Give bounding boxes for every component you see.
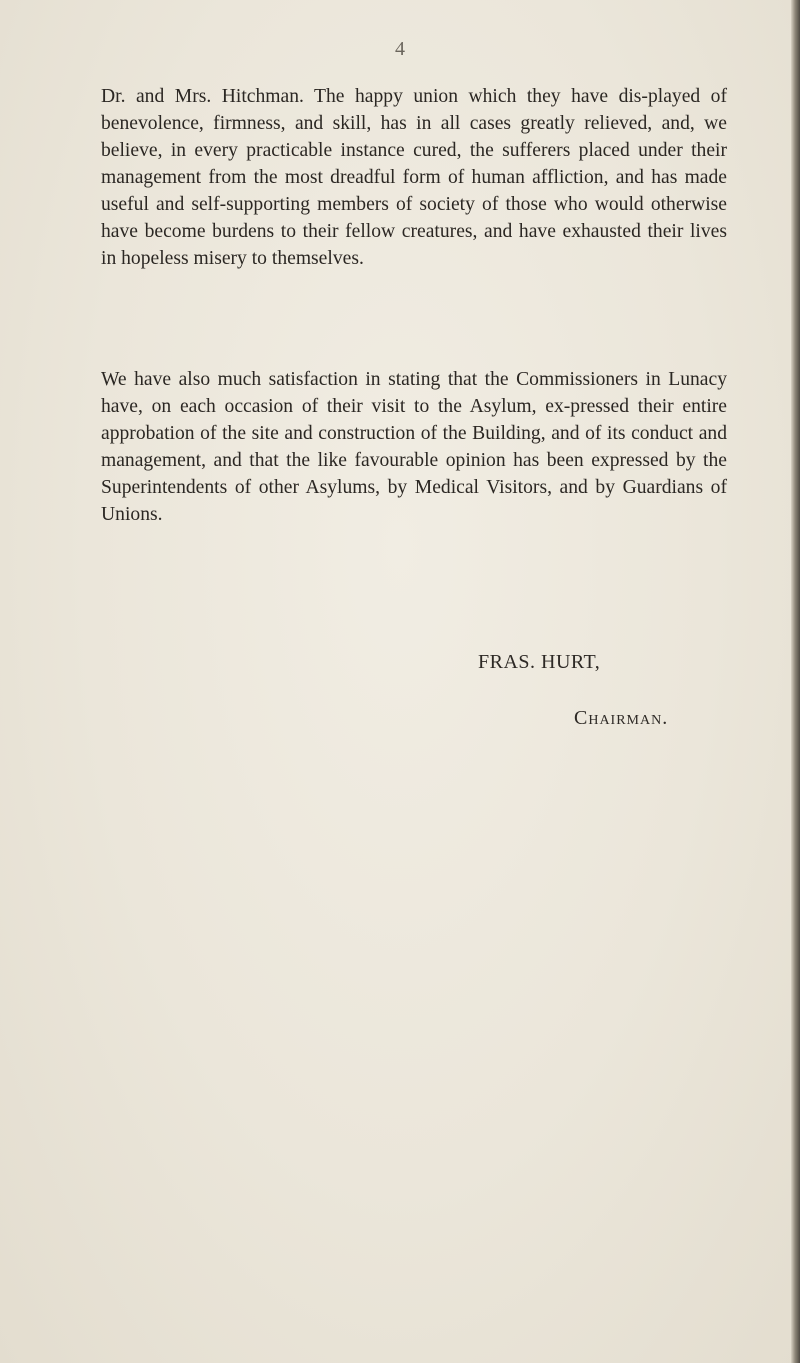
signatory-name: FRAS. HURT, — [478, 651, 601, 673]
body-paragraph-2: We have also much satisfaction in stating that the Commissioners in Lunacy have, on each occasion of their visit to the Asylum, ex-pressed their entire approbation of the site and construction of the Building, and of its conduct and management, and that the like favourable opinion has been expressed by the Superintendents of other Asylums, by Medical Visitors, and by Guardians of Unions. — [101, 369, 727, 525]
body-paragraph-1: Dr. and Mrs. Hitchman. The happy union which they have dis-played of benevolence, firmness, and skill, has in all cases greatly relieved, and, we believe, in every practicable instance cured, the sufferers placed under their management from the most dreadful form of human affliction, and has made useful and self-supporting members of society of those who would otherwise have become burdens to their fellow creatures, and have exhausted their lives in hopeless misery to themselves. — [101, 86, 727, 269]
page-number: 4 — [395, 38, 405, 60]
page-edge-shadow — [791, 0, 800, 1363]
signatory-title: Chairman. — [574, 707, 669, 729]
